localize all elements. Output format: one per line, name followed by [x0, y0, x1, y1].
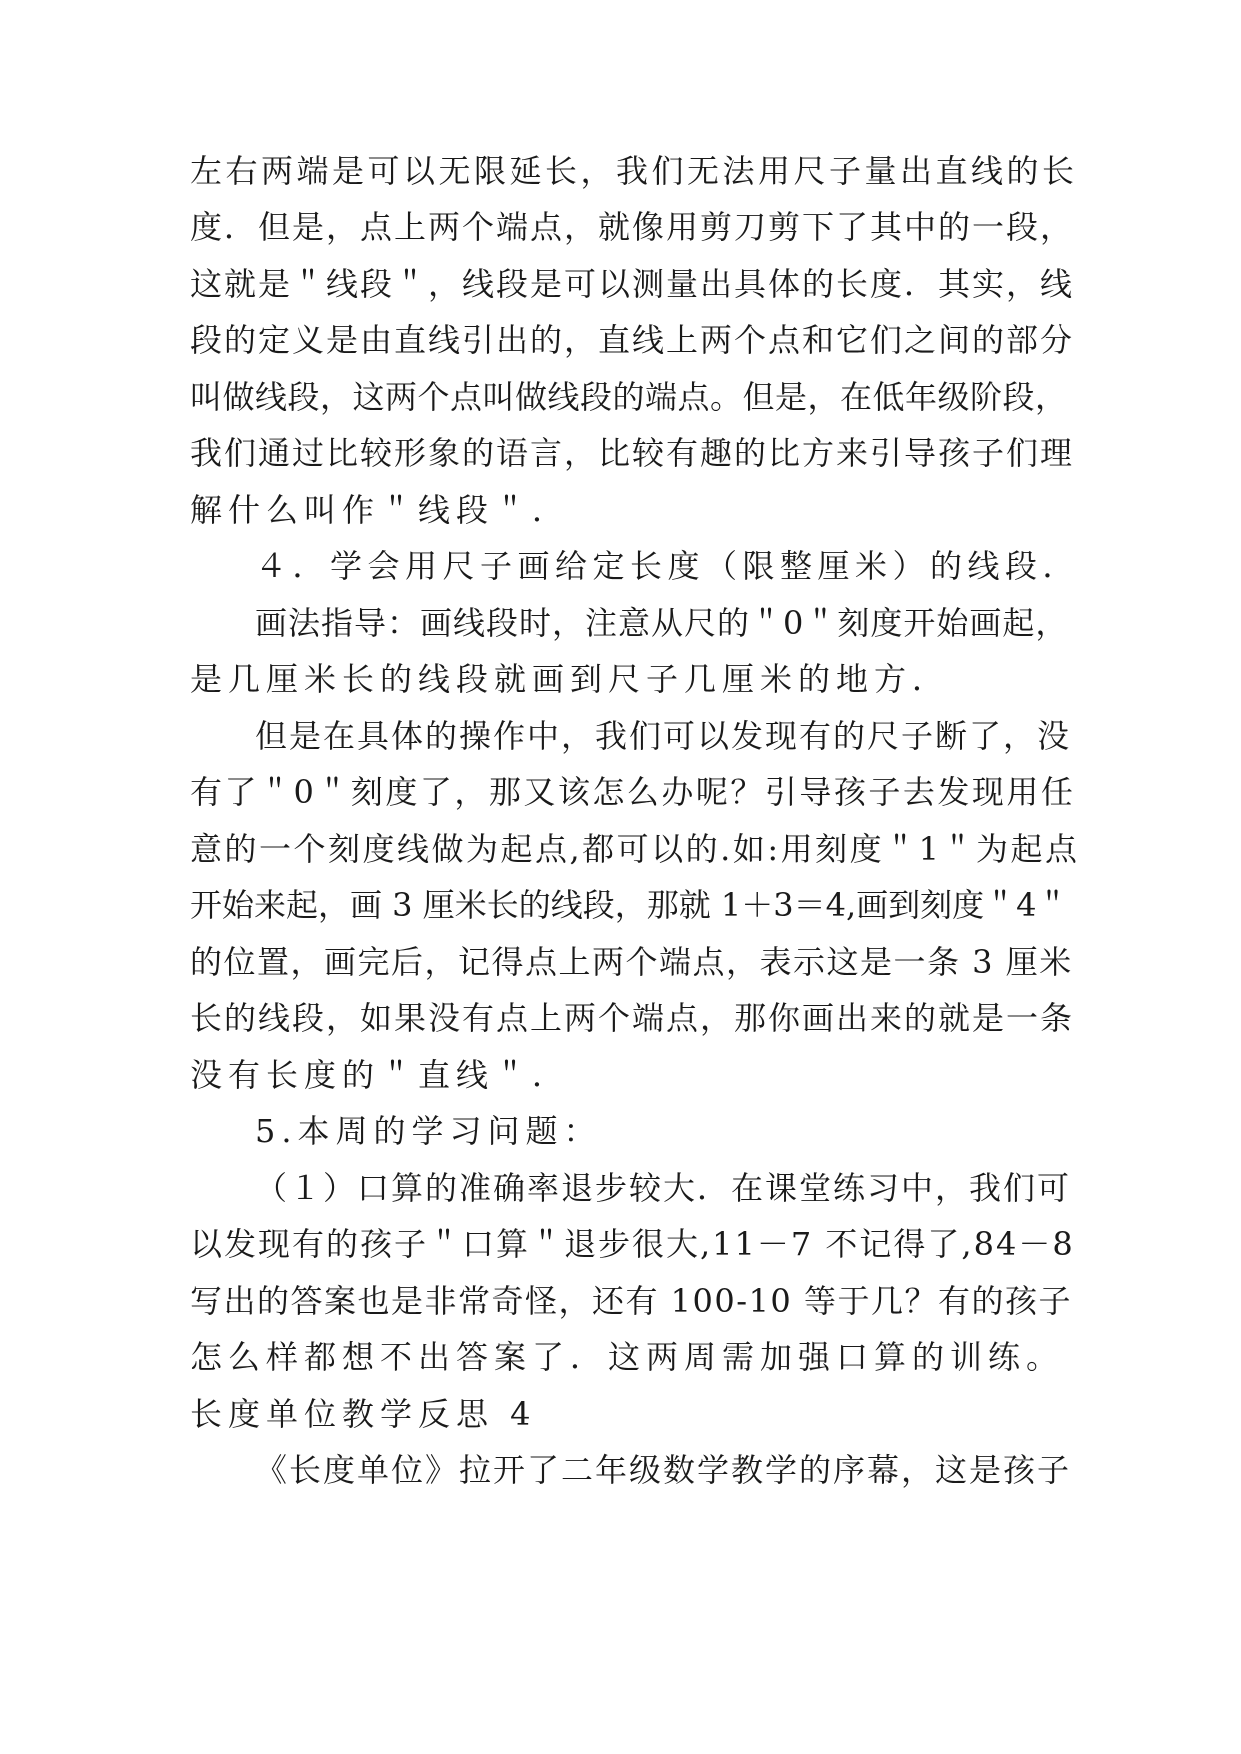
text-line: 的位置，画完后，记得点上两个端点，表示这是一条 3 厘米 [190, 943, 1073, 981]
text-line: 长的线段，如果没有点上两个端点，那你画出来的就是一条 [190, 999, 1075, 1037]
text-line: 写出的答案也是非常奇怪，还有 100-10 等于几？有的孩子 [190, 1282, 1072, 1320]
numbered-item: 5.本周的学习问题： [255, 1112, 602, 1150]
text-line: 左右两端是可以无限延长，我们无法用尺子量出直线的长 [190, 152, 1078, 190]
numbered-item: ４．学会用尺子画给定长度（限整厘米）的线段． [255, 547, 1081, 585]
text-line: 度．但是，点上两个端点，就像用剪刀剪下了其中的一段， [190, 208, 1075, 246]
text-line: 怎么样都想不出答案了．这两周需加强口算的训练。 [190, 1338, 1065, 1376]
text-line: 是几厘米长的线段就画到尺子几厘米的地方． [190, 660, 951, 698]
text-line: （１）口算的准确率退步较大．在课堂练习中，我们可 [255, 1169, 1072, 1207]
text-line: 以发现有的孩子＂口算＂退步很大,11－7 不记得了,84－8 [190, 1225, 1075, 1263]
text-line: 有了＂0＂刻度了，那又该怎么办呢？引导孩子去发现用任 [190, 773, 1076, 811]
text-line: 但是在具体的操作中，我们可以发现有的尺子断了，没 [255, 717, 1072, 755]
text-line: 画法指导：画线段时，注意从尺的＂0＂刻度开始画起， [255, 604, 1069, 642]
text-line: 解什么叫作＂线段＂． [190, 491, 571, 529]
text-line: 意的一个刻度线做为起点,都可以的.如:用刻度＂1＂为起点 [190, 830, 1080, 868]
section-heading: 长度单位教学反思 4 [190, 1395, 537, 1433]
text-line: 段的定义是由直线引出的，直线上两个点和它们之间的部分 [190, 321, 1075, 359]
text-line: 叫做线段，这两个点叫做线段的端点。但是，在低年级阶段， [190, 378, 1068, 416]
text-line: 这就是＂线段＂，线段是可以测量出具体的长度．其实，线 [190, 265, 1075, 303]
text-line: 没有长度的＂直线＂． [190, 1056, 571, 1094]
text-line: 《长度单位》拉开了二年级数学教学的序幕，这是孩子 [255, 1451, 1072, 1489]
text-line: 开始来起，画 3 厘米长的线段，那就 1＋3＝4,画到刻度＂4＂ [190, 886, 1069, 924]
text-line: 我们通过比较形象的语言，比较有趣的比方来引导孩子们理 [190, 434, 1075, 472]
